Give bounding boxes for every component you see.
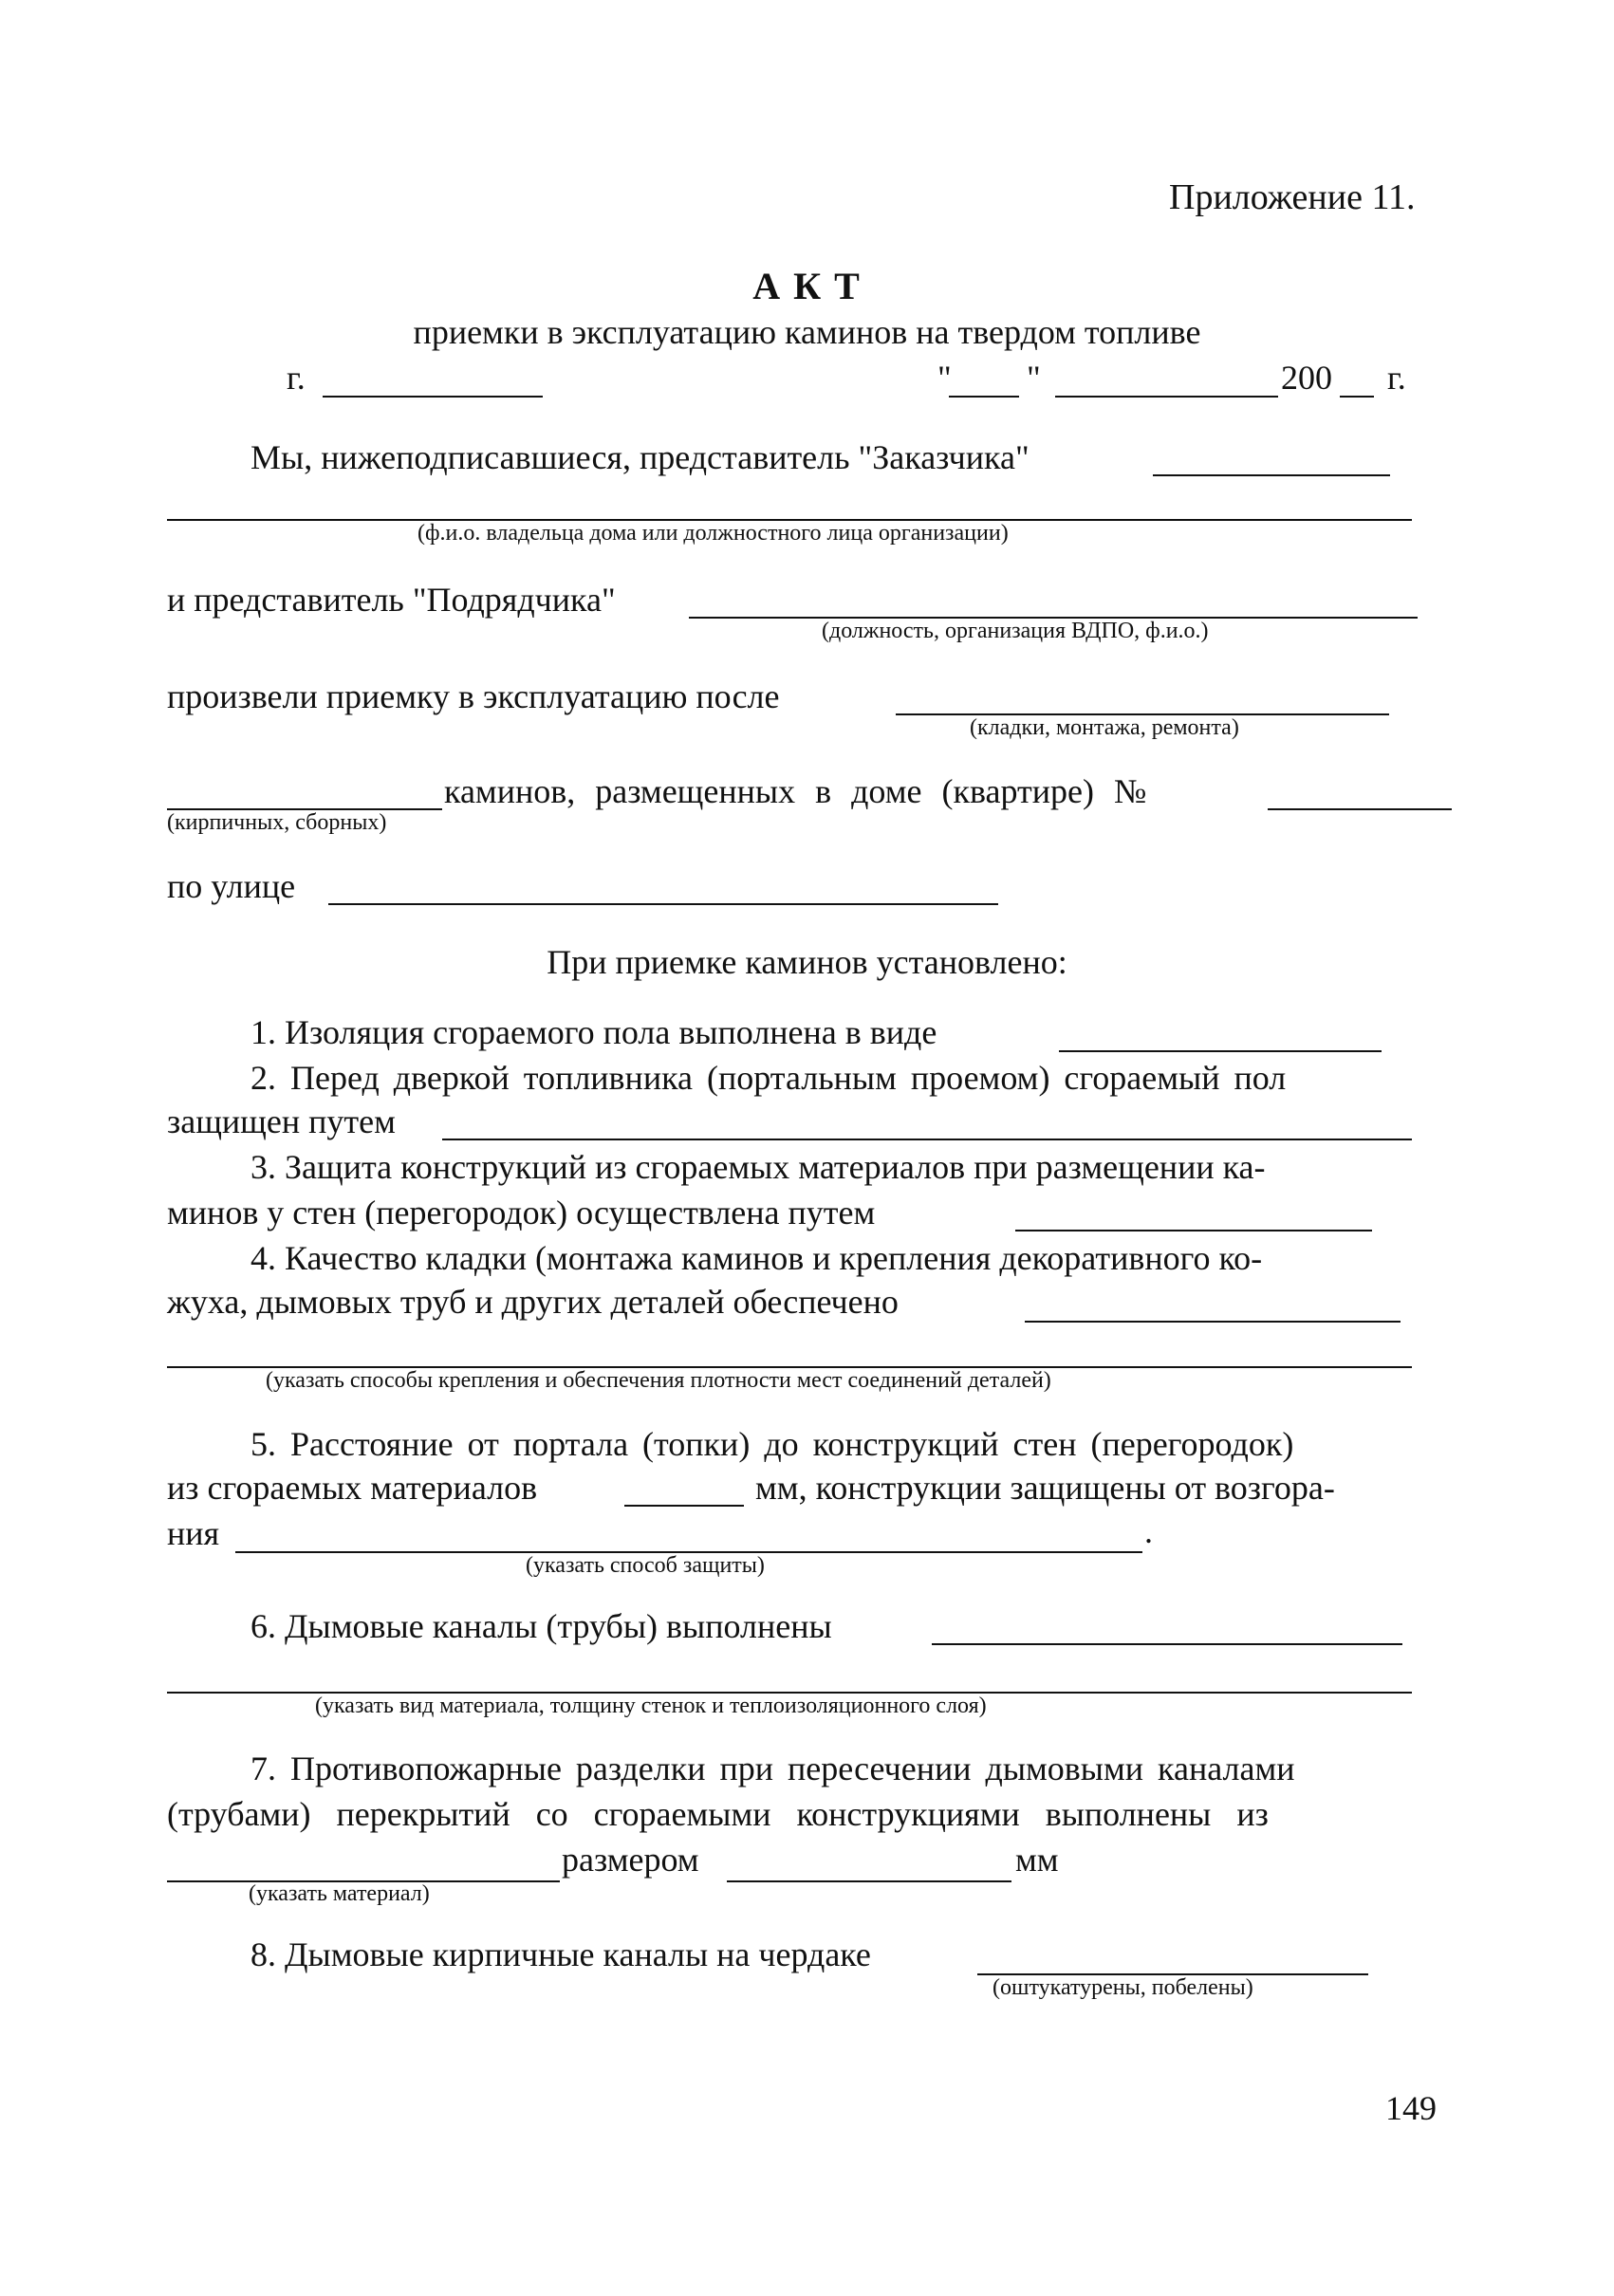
date-year-prefix: 200 [1281,359,1332,397]
contractor-text: и представитель "Подрядчика" [167,581,616,619]
fireplaces-text: каминов, размещенных в доме (квартире) № [444,772,1147,810]
item4-text-cont: жуха, дымовых труб и других деталей обеспечено [167,1283,899,1321]
performed-hint: (кладки, монтажа, ремонта) [970,715,1239,740]
date-quote-open: " [937,359,952,397]
established-heading: При приемке каминов установлено: [547,943,1067,981]
street-field[interactable] [328,903,998,905]
item6-text: 6. Дымовые каналы (трубы) выполнены [250,1607,832,1645]
performed-text: произвели приемку в эксплуатацию после [167,677,780,715]
item5-distance-field[interactable] [624,1505,744,1507]
item6-field[interactable] [932,1643,1402,1645]
intro-text: Мы, нижеподписавшиеся, представитель "Заказчика" [250,438,1030,476]
item5-text-cont: из сгораемых материалов [167,1469,538,1507]
item5-period: . [1144,1512,1153,1550]
item5-text-cont2: мм, конструкции защищены от возгора- [755,1469,1335,1507]
item1-text: 1. Изоляция сгораемого пола выполнена в виде [250,1013,937,1051]
item4-hint: (указать способы крепления и обеспечения плотности мест соединений деталей) [266,1368,1051,1393]
item5-hint: (указать способ защиты) [526,1553,765,1578]
item6-hint: (указать вид материала, толщину стенок и теплоизоляционного слоя) [315,1694,987,1718]
item5-text: 5. Расстояние от портала (топки) до конструкций стен (перегородок) [250,1425,1294,1463]
page-number: 149 [1385,2089,1437,2127]
item3-field[interactable] [1015,1230,1372,1231]
item7-size-label: размером [562,1841,699,1879]
city-field[interactable] [323,396,543,398]
contractor-hint: (должность, организация ВДПО, ф.и.о.) [822,619,1209,643]
item2-text: 2. Перед дверкой топливника (портальным проемом) сгораемый пол [250,1059,1287,1097]
document-title: А К Т [752,265,862,307]
customer-hint: (ф.и.о. владельца дома или должностного лица организации) [417,521,1009,546]
item8-hint: (оштукатурены, побелены) [993,1975,1253,2000]
item4-text: 4. Качество кладки (монтажа каминов и крепления декоративного ко- [250,1239,1263,1277]
item7-size-field[interactable] [727,1880,1011,1882]
house-number-field[interactable] [1268,808,1452,810]
customer-field[interactable] [1153,474,1390,476]
date-month-field[interactable] [1055,396,1278,398]
item3-text: 3. Защита конструкций из сгораемых материалов при размещении ка- [250,1148,1266,1186]
item2-text-cont: защищен путем [167,1102,396,1140]
item7-text: 7. Противопожарные разделки при пересечении дымовыми каналами [250,1750,1295,1787]
fireplaces-hint: (кирпичных, сборных) [167,810,387,835]
appendix-label: Приложение 11. [1169,177,1416,217]
item5-text-end: ния [167,1514,220,1552]
item2-field[interactable] [442,1139,1412,1140]
item7-unit: мм [1015,1841,1059,1879]
date-year-suffix: г. [1387,359,1406,397]
street-text: по улице [167,867,296,905]
item4-field[interactable] [1025,1321,1401,1323]
item3-text-cont: минов у стен (перегородок) осуществлена путем [167,1194,876,1231]
item7-hint: (указать материал) [249,1881,430,1906]
item7-text-cont: (трубами) перекрытий со сгораемыми конструкциями выполнены из [167,1795,1269,1833]
document-subtitle: приемки в эксплуатацию каминов на твердом топливе [413,313,1201,351]
item1-field[interactable] [1059,1050,1382,1052]
date-day-field[interactable] [949,396,1019,398]
city-prefix: г. [287,359,306,397]
date-year-field[interactable] [1340,396,1374,398]
item8-text: 8. Дымовые кирпичные каналы на чердаке [250,1935,871,1973]
date-quote-close: " [1027,359,1041,397]
